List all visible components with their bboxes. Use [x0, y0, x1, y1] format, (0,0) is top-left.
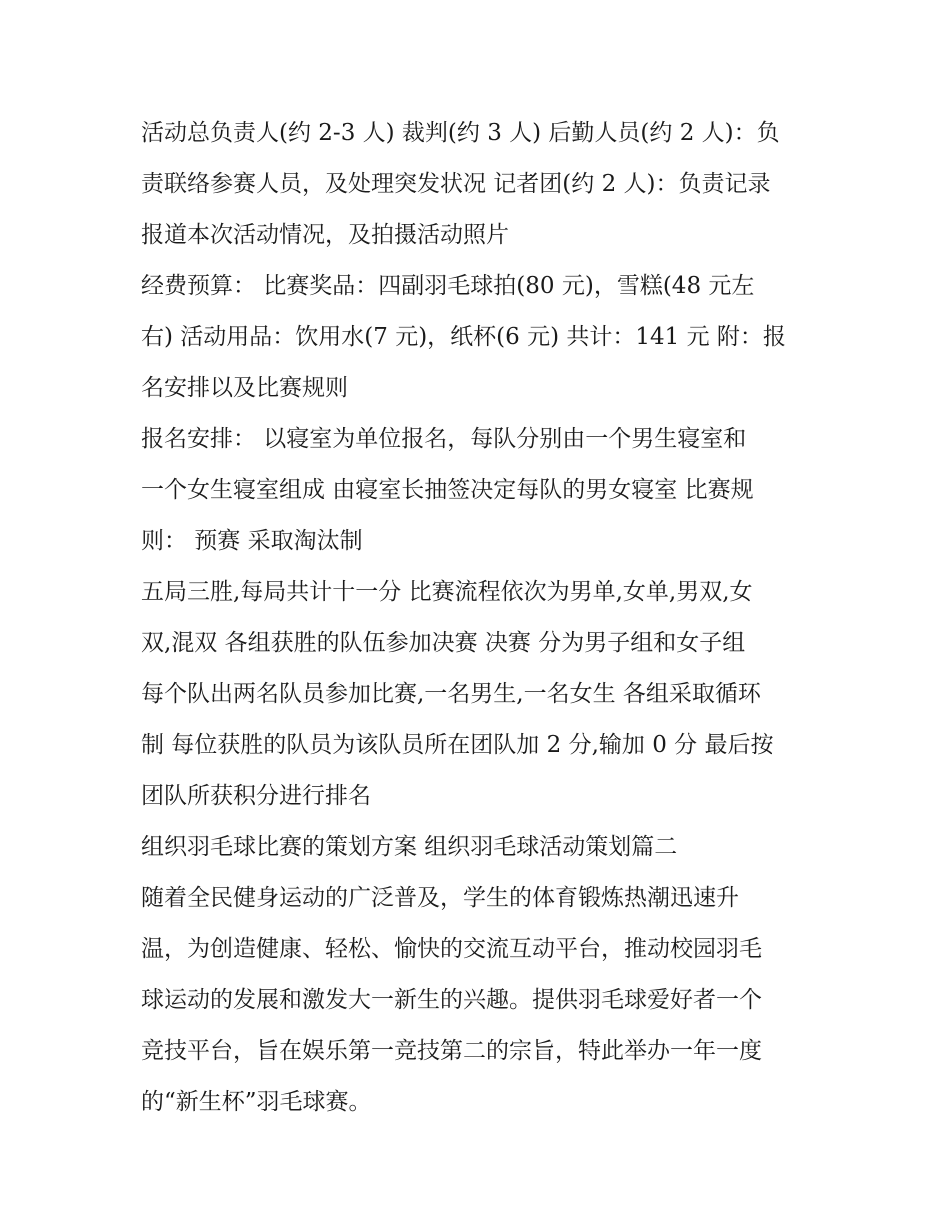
- text-line: 一个女生寝室组成 由寝室长抽签决定每队的男女寝室 比赛规: [141, 477, 754, 503]
- text-line: 温，为创造健康、轻松、愉快的交流互动平台，推动校园羽毛: [141, 936, 762, 962]
- text-line: 报名安排： 以寝室为单位报名，每队分别由一个男生寝室和: [141, 426, 747, 452]
- text-line: 每个队出两名队员参加比赛,一名男生,一名女生 各组采取循环: [141, 681, 761, 707]
- text-line: 则： 预赛 采取淘汰制: [141, 528, 363, 554]
- text-line: 活动总负责人(约 2-3 人) 裁判(约 3 人) 后勤人员(约 2 人)：负: [141, 120, 780, 146]
- text-line: 双,混双 各组获胜的队伍参加决赛 决赛 分为男子组和女子组: [141, 630, 746, 656]
- text-line: 竞技平台，旨在娱乐第一竞技第二的宗旨，特此举办一年一度: [141, 1038, 762, 1064]
- text-line: 责联络参赛人员，及处理突发状况 记者团(约 2 人)：负责记录: [141, 171, 771, 197]
- text-line: 团队所获积分进行排名: [141, 783, 371, 809]
- section-heading: 组织羽毛球比赛的策划方案 组织羽毛球活动策划篇二: [141, 834, 678, 860]
- text-line: 报道本次活动情况，及拍摄活动照片: [141, 222, 509, 248]
- text-line: 右) 活动用品：饮用水(7 元)，纸杯(6 元) 共计：141 元 附：报: [141, 324, 786, 350]
- text-line: 球运动的发展和激发大一新生的兴趣。提供羽毛球爱好者一个: [141, 987, 762, 1013]
- text-line: 五局三胜,每局共计十一分 比赛流程依次为男单,女单,男双,女: [141, 579, 753, 605]
- text-line: 经费预算： 比赛奖品：四副羽毛球拍(80 元)，雪糕(48 元左: [141, 273, 755, 299]
- text-line: 制 每位获胜的队员为该队员所在团队加 2 分,输加 0 分 最后按: [141, 732, 774, 758]
- text-line: 名安排以及比赛规则: [141, 375, 348, 401]
- text-line: 的“新生杯”羽毛球赛。: [141, 1089, 372, 1115]
- text-line: 随着全民健身运动的广泛普及，学生的体育锻炼热潮迅速升: [141, 885, 739, 911]
- document-body: [141, 108, 821, 1128]
